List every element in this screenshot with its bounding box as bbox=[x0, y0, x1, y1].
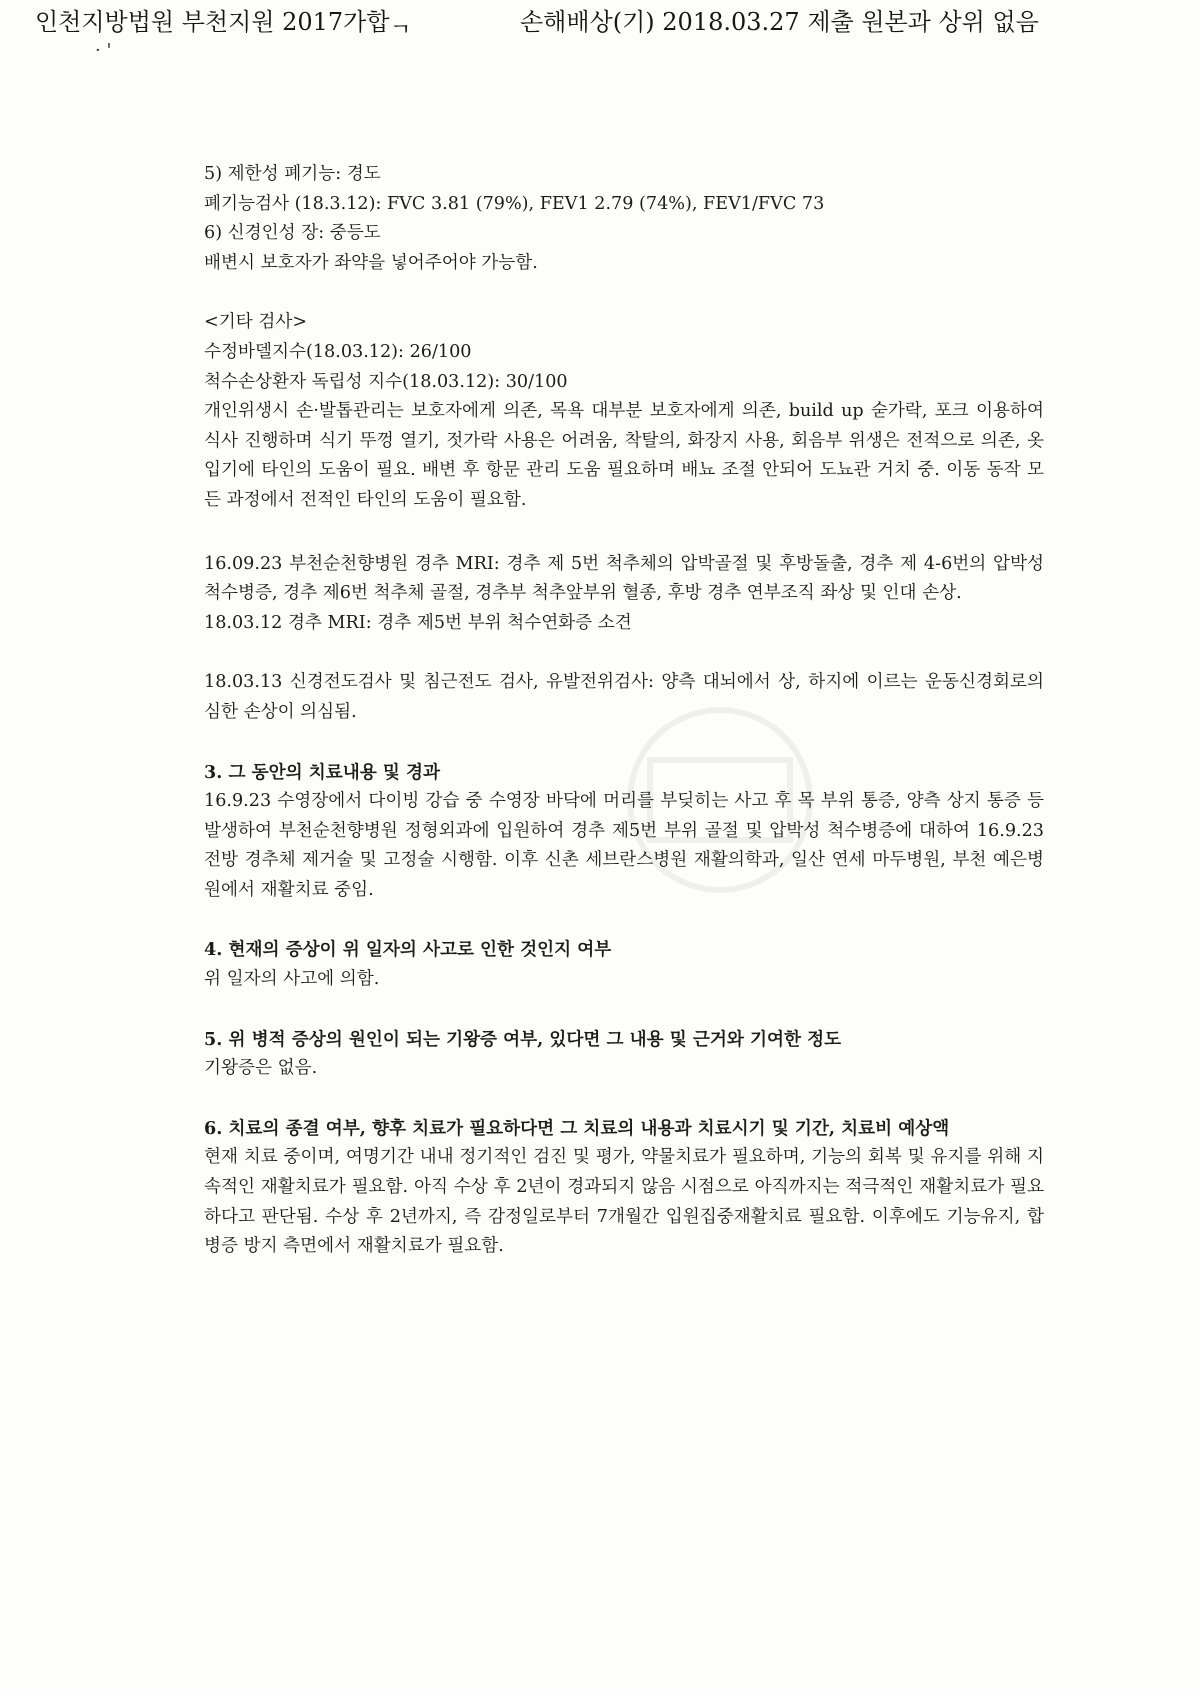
text-line: 척수손상환자 독립성 지수(18.03.12): 30/100 bbox=[204, 371, 568, 392]
text-line: 기왕증은 없음. bbox=[204, 1058, 318, 1079]
spacer bbox=[204, 278, 1044, 308]
paragraph: 16.9.23 수영장에서 다이빙 강습 중 수영장 바닥에 머리를 부딪히는 사고 후 목 부위 통증, 양측 상지 통증 등 발생하여 부천순천향병원 정형외과에 입원하여 경추 제5번 부위 골절 및 압박성 척수병증에 대하여 16.9.23 전방 경추체 제거술 및 고정술 시행함. 이후 신촌 세브란스병원 재활의학과, 일산 연세 마두병원, 부천 예은병원에서 재활치료 중임. bbox=[204, 791, 1044, 900]
text-line: 수정바델지수(18.03.12): 26/100 bbox=[204, 341, 472, 362]
section-heading: 5. 위 병적 증상의 원인이 되는 기왕증 여부, 있다면 그 내용 및 근거와 기여한 정도 bbox=[204, 1028, 842, 1050]
text-line: <기타 검사> bbox=[204, 312, 308, 333]
spacer bbox=[204, 516, 1044, 550]
text-line: 6) 신경인성 장: 중등도 bbox=[204, 223, 381, 244]
spacer bbox=[204, 728, 1044, 758]
spacer bbox=[204, 1084, 1044, 1114]
text-line: 위 일자의 사고에 의함. bbox=[204, 969, 380, 990]
scan-marks: · ' bbox=[95, 40, 112, 61]
report-body bbox=[204, 160, 1044, 1262]
submission-stamp: 손해배상(기) 2018.03.27 제출 원본과 상위 없음 bbox=[520, 8, 1039, 36]
text-line: 배변시 보호자가 좌약을 넣어주어야 가능함. bbox=[204, 252, 538, 273]
paragraph: 16.09.23 부천순천향병원 경추 MRI: 경추 제 5번 척추체의 압박골절 및 후방돌출, 경추 제 4-6번의 압박성 척수병증, 경추 제6번 척추체 골절, 경추부 척추앞부위 혈종, 후방 경추 연부조직 좌상 및 인대 손상. bbox=[204, 553, 1044, 604]
spacer bbox=[204, 905, 1044, 935]
text-line: 5) 제한성 폐기능: 경도 bbox=[204, 164, 381, 184]
paragraph: 현재 치료 중이며, 여명기간 내내 정기적인 검진 및 평가, 약물치료가 필요하며, 기능의 회복 및 유지를 위해 지속적인 재활치료가 필요함. 아직 수상 후 2년이 경과되지 않음 시점으로 아직까지는 적극적인 재활치료가 필요하다고 판단됨. 수상 후 2년까지, 즉 감정일로부터 7개월간 입원집중재활치료 필요함. 이후에도 기능유지, 합병증 방지 측면에서 재활치료가 필요함. bbox=[204, 1147, 1044, 1257]
section-heading: 6. 치료의 종결 여부, 향후 치료가 필요하다면 그 치료의 내용과 치료시기 및 기간, 치료비 예상액 bbox=[204, 1117, 950, 1139]
text-line: 18.03.12 경추 MRI: 경추 제5번 부위 척수연화증 소견 bbox=[204, 612, 632, 633]
spacer bbox=[204, 995, 1044, 1025]
court-case-stamp: 인천지방법원 부천지원 2017가합ᆨ bbox=[35, 8, 413, 36]
spacer bbox=[204, 638, 1044, 668]
text-line: 폐기능검사 (18.3.12): FVC 3.81 (79%), FEV1 2.79 (74%), FEV1/FVC 73 bbox=[204, 193, 825, 214]
section-heading: 3. 그 동안의 치료내용 및 경과 bbox=[204, 761, 440, 783]
paragraph: 개인위생시 손·발톱관리는 보호자에게 의존, 목욕 대부분 보호자에게 의존, build up 숟가락, 포크 이용하여 식사 진행하며 식기 뚜껑 열기, 젓가락 사용은 어려움, 착탈의, 화장지 사용, 회음부 위생은 전적으로 의존, 옷입기에 타인의 도움이 필요. 배변 후 항문 관리 도움 필요하며 배뇨 조절 안되어 도뇨관 거치 중. 이동 동작 모든 과정에서 전적인 타인의 도움이 필요함. bbox=[204, 401, 1044, 510]
section-heading: 4. 현재의 증상이 위 일자의 사고로 인한 것인지 여부 bbox=[204, 939, 612, 961]
paragraph: 18.03.13 신경전도검사 및 침근전도 검사, 유발전위검사: 양측 대뇌에서 상, 하지에 이르는 운동신경회로의 심한 손상이 의심됨. bbox=[204, 672, 1044, 722]
